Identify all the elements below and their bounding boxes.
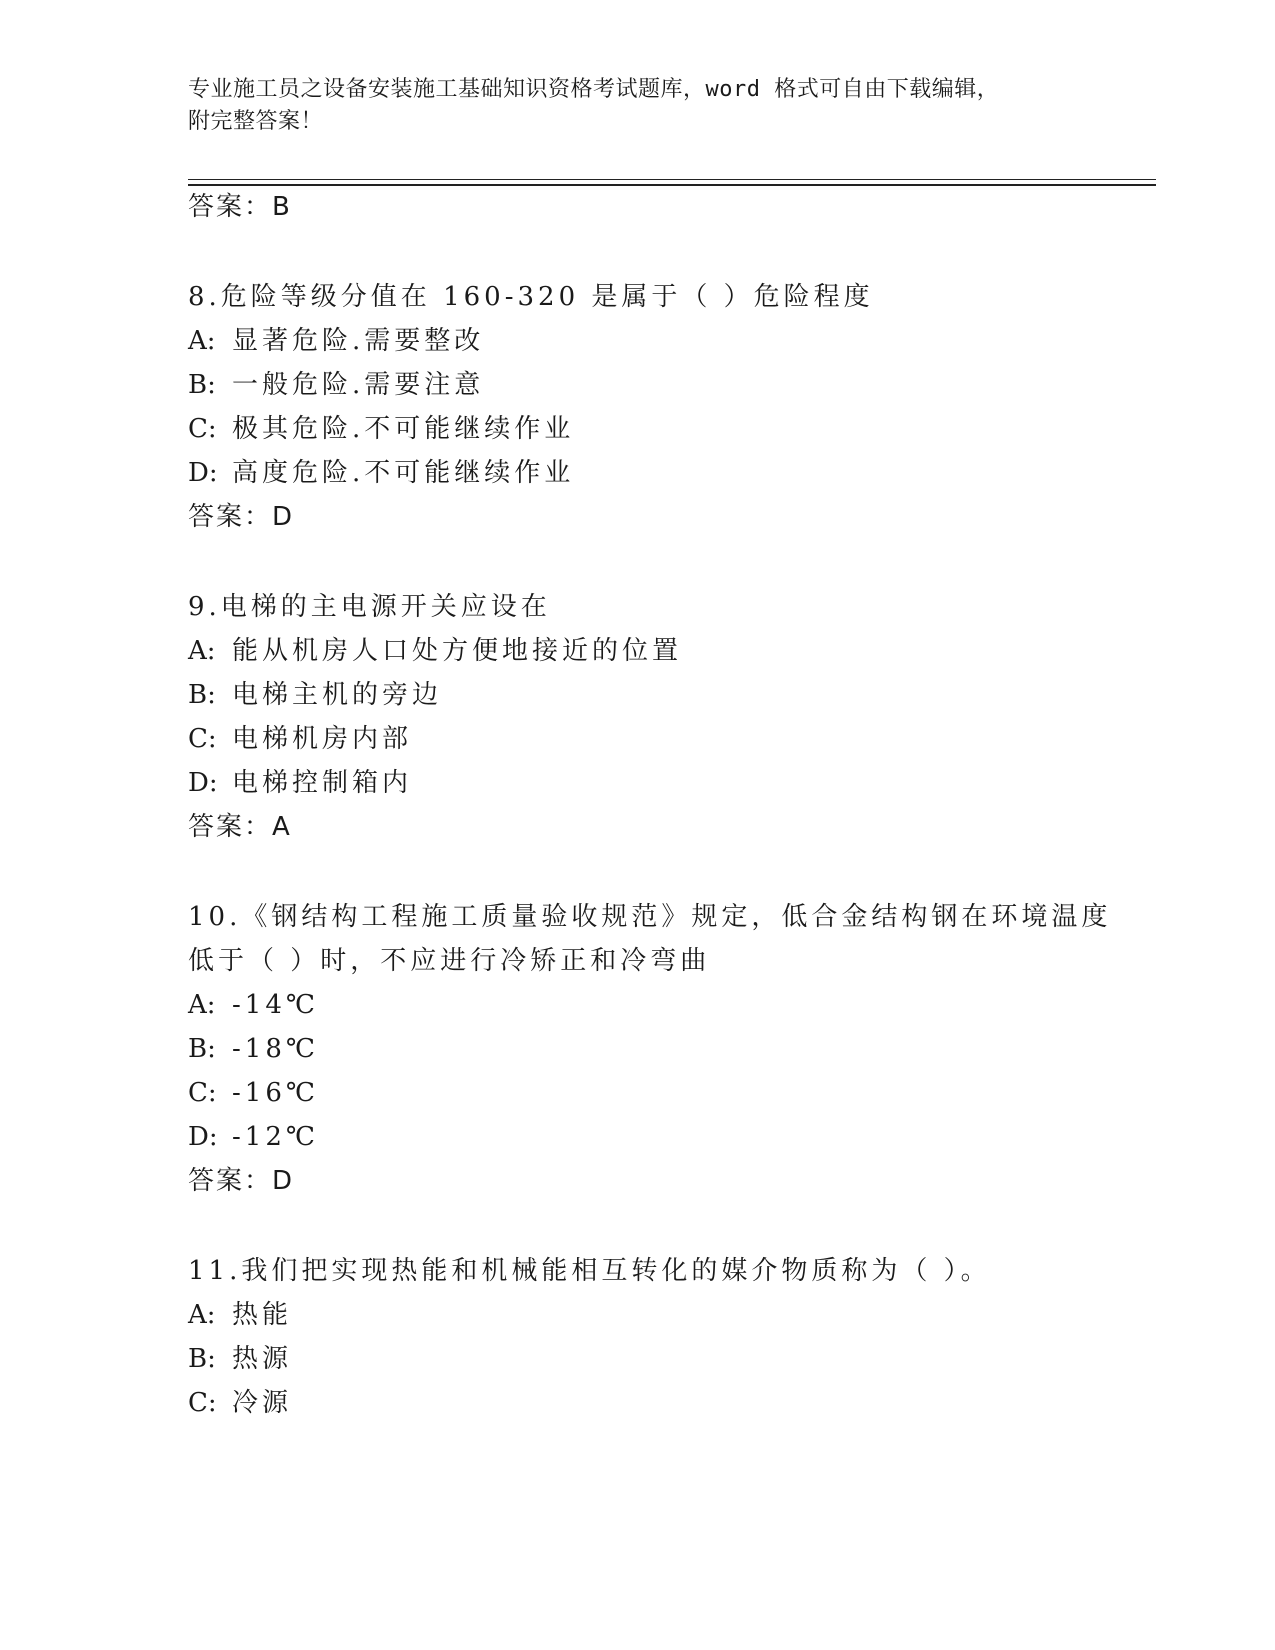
option-key: C: (188, 724, 217, 754)
option-key: B: (188, 680, 216, 710)
q11-option-a (188, 1298, 292, 1332)
option-key: A: (188, 1300, 216, 1330)
option-text: 能从机房人口处方便地接近的位置 (232, 636, 683, 666)
option-text: 热能 (232, 1300, 293, 1330)
q9-option-d (188, 766, 412, 800)
q9-option-b (188, 678, 442, 712)
option-key: D: (188, 458, 218, 488)
question-10-line-1: 10.《钢结构工程施工质量验收规范》规定，低合金结构钢在环境温度 (188, 902, 1112, 932)
option-key: B: (188, 1034, 216, 1064)
question-9: 9.电梯的主电源开关应设在 (188, 592, 551, 622)
document-header (188, 74, 1068, 138)
option-key: C: (188, 1078, 217, 1108)
q9-answer: 答案：A (188, 812, 292, 842)
option-text: -12℃ (232, 1122, 319, 1152)
header-line-2: 附完整答案！ (188, 109, 324, 134)
option-key: B: (188, 370, 216, 400)
option-text: 电梯主机的旁边 (232, 680, 443, 710)
q9-option-c (188, 722, 412, 756)
option-text: 电梯机房内部 (232, 724, 413, 754)
option-text: 冷源 (232, 1388, 293, 1418)
option-text: -18℃ (232, 1034, 319, 1064)
header-line-1: 专业施工员之设备安装施工基础知识资格考试题库，word 格式可自由下载编辑， (188, 77, 1000, 102)
q8-option-d (188, 456, 574, 490)
option-text: 电梯控制箱内 (232, 768, 413, 798)
q10-option-b (188, 1032, 319, 1066)
option-key: B: (188, 1344, 216, 1374)
option-key: A: (188, 990, 216, 1020)
previous-answer: 答案：B (188, 192, 292, 222)
option-key: C: (188, 1388, 217, 1418)
q8-answer: 答案：D (188, 502, 295, 532)
header-divider-thick (188, 184, 1156, 186)
option-key: D: (188, 1122, 218, 1152)
question-8: 8.危险等级分值在 160-320 是属于（ ）危险程度 (188, 282, 874, 312)
q9-option-a (188, 634, 682, 668)
q11-option-b (188, 1342, 292, 1376)
q8-option-b (188, 368, 484, 402)
option-key: C: (188, 414, 217, 444)
q8-option-c (188, 412, 574, 446)
option-text: -16℃ (232, 1078, 319, 1108)
option-text: 热源 (232, 1344, 293, 1374)
option-text: 一般危险.需要注意 (232, 370, 485, 400)
option-text: -14℃ (232, 990, 319, 1020)
header-divider-thin (188, 179, 1156, 180)
question-10-line-2: 低于（ ）时，不应进行冷矫正和冷弯曲 (188, 946, 711, 976)
q8-option-a (188, 324, 484, 358)
option-text: 高度危险.不可能继续作业 (232, 458, 575, 488)
q10-answer: 答案：D (188, 1166, 295, 1196)
q10-option-a (188, 988, 319, 1022)
option-key: D: (188, 768, 218, 798)
option-key: A: (188, 636, 216, 666)
q11-option-c (188, 1386, 292, 1420)
question-11: 11.我们把实现热能和机械能相互转化的媒介物质称为（ ）。 (188, 1256, 991, 1286)
q10-option-c (188, 1076, 319, 1110)
q10-option-d (188, 1120, 319, 1154)
option-key: A: (188, 326, 216, 356)
option-text: 极其危险.不可能继续作业 (232, 414, 575, 444)
option-text: 显著危险.需要整改 (232, 326, 485, 356)
